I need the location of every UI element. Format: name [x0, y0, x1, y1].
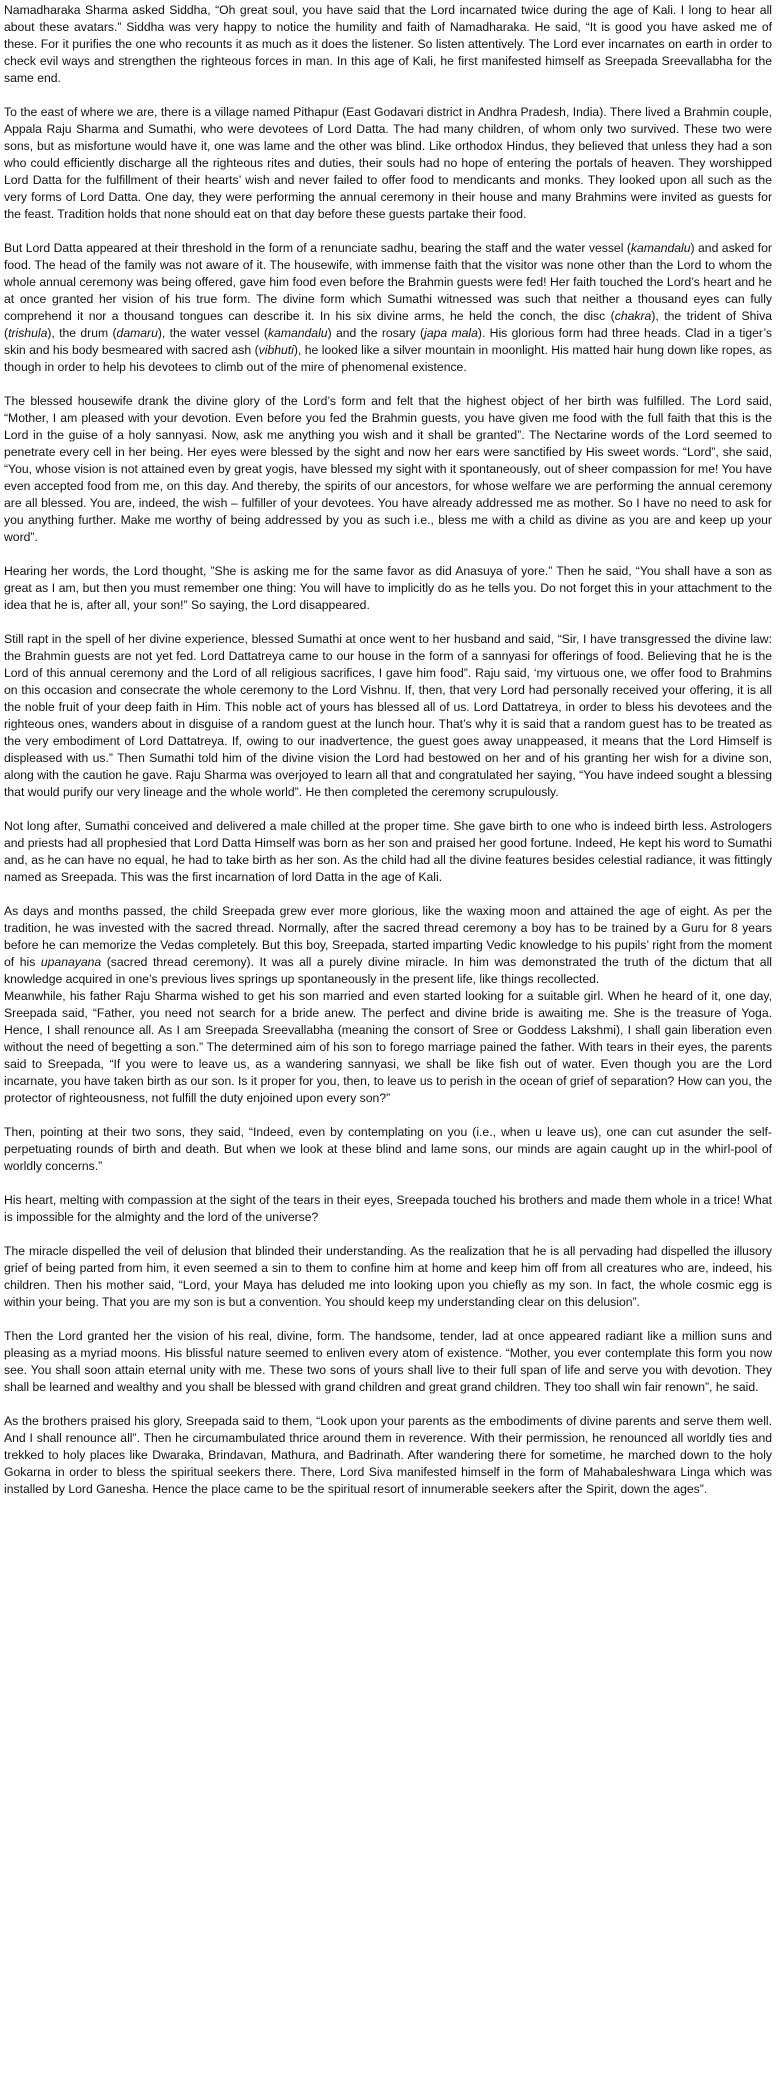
paragraph-text: Hearing her words, the Lord thought, ”She is asking me for the same favor as did Anasuya of yore.” Then he said, “You shall have a son as great as I am, but then you must remember one thing: You will have to implicitly do as he tells you. Do not forget this in your attachment to the idea that he is, after all, your son!” So saying, the Lord disappeared. — [4, 564, 772, 612]
paragraph-text: ) and asked for food. The head of the family was not aware of it. The housewife, with immense faith that the visitor was none other than the Lord to whom the whole annual ceremony was being offered, gave him food even before the Brahmin guests were fed! Her faith touched the Lord’s heart and he at once granted her vision of his true form. The divine form which Sumathi witnessed was such that neither a thousand eyes can fully comprehend it nor a thousand tongues can describe it. In his six divine arms, he held the conch, the disc ( — [4, 241, 772, 323]
paragraph — [4, 988, 772, 1107]
italic-term: upanayana — [40, 955, 102, 969]
paragraph-text: (sacred thread ceremony). It was all a purely divine miracle. In him was demonstrated the truth of the dictum that all knowledge acquired in one’s previous lives springs up spontaneously in the present life, like things recollected. — [4, 955, 772, 986]
paragraph-text: As the brothers praised his glory, Sreepada said to them, “Look upon your parents as the embodiments of divine parents and serve them well. And I shall renounce all”. Then he circumambulated thrice around them in reverence. With their permission, he renounced all worldly ties and trekked to holy places like Dwaraka, Brindavan, Mathura, and Badrinath. After wandering there for sometime, he marched down to the holy Gokarna in order to bless the spiritual seekers there. There, Lord Siva manifested himself in the form of Mahabaleshwara Linga which was installed by Lord Ganesha. Hence the place came to be the spiritual resort of innumerable seekers after the Spirit, down the ages”. — [4, 1414, 772, 1496]
paragraph-text: Still rapt in the spell of her divine experience, blessed Sumathi at once went to her husband and said, “Sir, I have transgressed the divine law: the Brahmin guests are not yet fed. Lord Dattatreya came to our house in the form of a sannyasi for offerings of food. Believing that he is the Lord of this annual ceremony and the Lord of all religious sacrifices, I gave him food”. Raju said, ‘my virtuous one, we offer food to Brahmins on this occasion and consecrate the whole ceremony to the Lord Vishnu. If, then, that very Lord had personally received your offering, it is all the noble fruit of your deep faith in Him. This noble act of yours has blessed all of us. Lord Dattatreya, in order to bless his devotees and the righteous ones, wanders about in disguise of a random guest at the lunch hour. That’s why it is said that a random guest has to be treated as the very embodiment of Lord Dattatreya. If, owing to our inadvertence, the guest goes away unappeased, it means that the Lord Himself is displeased with us.” Then Sumathi told him of the divine vision the Lord had bestowed on her and of his granting her wish for a divine son, along with the caution he gave. Raju Sharma was overjoyed to learn all that and congratulated her saying, “You have indeed sought a blessing that would purify our very lineage and the whole world”. He then completed the ceremony scrupulously. — [4, 632, 772, 799]
paragraph — [4, 1124, 772, 1175]
italic-term: chakra — [614, 309, 652, 323]
paragraph-text: The blessed housewife drank the divine glory of the Lord’s form and felt that the highest object of her birth was fulfilled. The Lord said, “Mother, I am pleased with your devotion. Even before you fed the Brahmin guests, you have given me food with the full faith that this is the Lord in the guise of a holy sannyasi. Now, ask me anything you wish and it shall be granted”. The Nectarine words of the Lord seemed to penetrate every cell in her being. Her eyes were blessed by the sight and now her ears were sanctified by His sweet words. “Lord”, she said, “You, whose vision is not attained even by great yogis, have blessed my sight with it spontaneously, out of sheer compassion for me! You have even accepted food from me, on this day. And thereby, the spirits of our ancestors, for whose welfare we are performing the annual ceremony are all blessed. You are, indeed, the wish – fulfiller of your devotees. You have already addressed me as mother. So I have no need to ask for you anything further. Make me worthy of being addressed by you as such i.e., bless me with a child as divine as you are and keep up your word”. — [4, 394, 772, 544]
paragraph — [4, 104, 772, 223]
paragraph-text: To the east of where we are, there is a village named Pithapur (East Godavari district in Andhra Pradesh, India). There lived a Brahmin couple, Appala Raju Sharma and Sumathi, who were devotees of Lord Datta. The had many children, of whom only two survived. These two were sons, but as misfortune would have it, one was lame and the other was blind. Like orthodox Hindus, they believed that unless they had a son who could efficiently discharge all the righteous rites and duties, their souls had no hope of entering the portals of heaven. They worshipped Lord Datta for the fulfillment of their hearts’ wish and never failed to offer food to mendicants and monks. They looked upon all such as the very forms of Lord Datta. One day, they were performing the annual ceremony in their house and many Brahmins were invited as guests for the feast. Tradition holds that none should eat on that day before these guests partake their food. — [4, 105, 772, 221]
paragraph — [4, 818, 772, 886]
paragraph-text: ), the water vessel ( — [157, 326, 268, 340]
italic-term: kamandalu — [267, 326, 328, 340]
italic-term: trishula — [8, 326, 48, 340]
paragraph-text: His heart, melting with compassion at the sight of the tears in their eyes, Sreepada touched his brothers and made them whole in a trice! What is impossible for the almighty and the lord of the universe? — [4, 1193, 772, 1224]
paragraph-text: ), he looked like a silver mountain in moonlight. His matted hair hung down like ropes, as though in order to help his devotees to climb out of the mire of phenomenal existence. — [4, 343, 772, 374]
paragraph — [4, 903, 772, 988]
paragraph — [4, 393, 772, 546]
paragraph-text: ), the trident of Shiva ( — [4, 309, 772, 340]
paragraph — [4, 1328, 772, 1396]
paragraph-text: ) and the rosary ( — [327, 326, 425, 340]
paragraph-text: As days and months passed, the child Sreepada grew ever more glorious, like the waxing moon and attained the age of eight. As per the tradition, he was invested with the sacred thread. Normally, after the sacred thread ceremony a boy has to be trained by a Guru for 8 years before he can memorize the Vedas completely. But this boy, Sreepada, started imparting Vedic knowledge to his pupils’ right from the moment of his — [4, 904, 772, 969]
paragraph-text: Meanwhile, his father Raju Sharma wished to get his son married and even started looking for a suitable girl. When he heard of it, one day, Sreepada said, “Father, you need not search for a bride anew. The perfect and divine bride is awaiting me. She is the treasure of Yoga. Hence, I shall renounce all. As I am Sreepada Sreevallabha (meaning the consort of Sree or Goddess Lakshmi), I shall gain liberation even without the need of begetting a son.” The determined aim of his son to forego marriage pained the father. With tears in their eyes, the parents said to Sreepada, “If you were to leave us, as a wandering sannyasi, we shall be like fish out of water. Even though you are the Lord incarnate, you have taken birth as our son. Is it proper for you, then, to leave us to perish in the ocean of grief of separation? How can you, the protector of righteousness, not fulfill the duty enjoined upon every son?” — [4, 989, 772, 1105]
paragraph-text: But Lord Datta appeared at their threshold in the form of a renunciate sadhu, bearing the staff and the water vessel ( — [4, 241, 631, 255]
paragraph-text: ), the drum ( — [47, 326, 117, 340]
paragraph-text: Then the Lord granted her the vision of his real, divine, form. The handsome, tender, lad at once appeared radiant like a million suns and pleasing as a myriad moons. His blissful nature seemed to enliven every atom of existence. “Mother, you ever contemplate this form you now see. You shall soon attain eternal unity with me. These two sons of yours shall live to their full span of life and serve you with devotion. They shall be learned and wealthy and you shall be blessed with grand children and great grand children. They too shall win fair renown”, he said. — [4, 1329, 772, 1394]
paragraph-text: The miracle dispelled the veil of delusion that blinded their understanding. As the realization that he is all pervading had dispelled the illusory grief of being parted from him, it even seemed a sin to them to confine him at home and keep him off from all creatures who are, indeed, his children. Then his mother said, “Lord, your Maya has deluded me into looking upon you chiefly as my son. In fact, the whole cosmic egg is within your being. That you are my son is but a convention. You should keep my understanding clear on this delusion”. — [4, 1244, 772, 1309]
paragraph-text: Not long after, Sumathi conceived and delivered a male chilled at the proper time. She gave birth to one who is indeed birth less. Astrologers and priests had all prophesied that Lord Datta Himself was born as her son and praised her good fortune. Indeed, He kept his word to Sumathi and, as he can have no equal, he had to take birth as her son. As the child had all the divine features besides celestial radiance, it was fittingly named as Sreepada. This was the first incarnation of lord Datta in the age of Kali. — [4, 819, 772, 884]
paragraph-text: Then, pointing at their two sons, they said, “Indeed, even by contemplating on you (i.e., when u leave us), one can cut asunder the self-perpetuating rounds of birth and death. But when we look at these blind and lame sons, our minds are again caught up in the whirl-pool of worldly concerns.” — [4, 1125, 772, 1173]
paragraph — [4, 563, 772, 614]
italic-term: kamandalu — [630, 241, 691, 255]
italic-term: japa mala — [424, 326, 478, 340]
paragraph — [4, 1243, 772, 1311]
italic-term: damaru — [116, 326, 158, 340]
paragraph-text: Namadharaka Sharma asked Siddha, “Oh great soul, you have said that the Lord incarnated twice during the age of Kali. I long to hear all about these avatars.” Siddha was very happy to notice the humility and faith of Namadharaka. He said, “It is good you have asked me of these. For it purifies the one who recounts it as much as it does the listener. So listen attentively. The Lord ever incarnates on earth in order to check evil ways and strengthen the righteous forces in man. In this age of Kali, he first manifested himself as Sreepada Sreevallabha for the same end. — [4, 3, 772, 85]
paragraph — [4, 1192, 772, 1226]
italic-term: vibhuti — [258, 343, 294, 357]
paragraph — [4, 631, 772, 801]
paragraph-text: ). His glorious form had three heads. Clad in a tiger’s skin and his body besmeared with sacred ash ( — [4, 326, 772, 357]
paragraph — [4, 1413, 772, 1498]
paragraph — [4, 2, 772, 87]
paragraph — [4, 240, 772, 376]
